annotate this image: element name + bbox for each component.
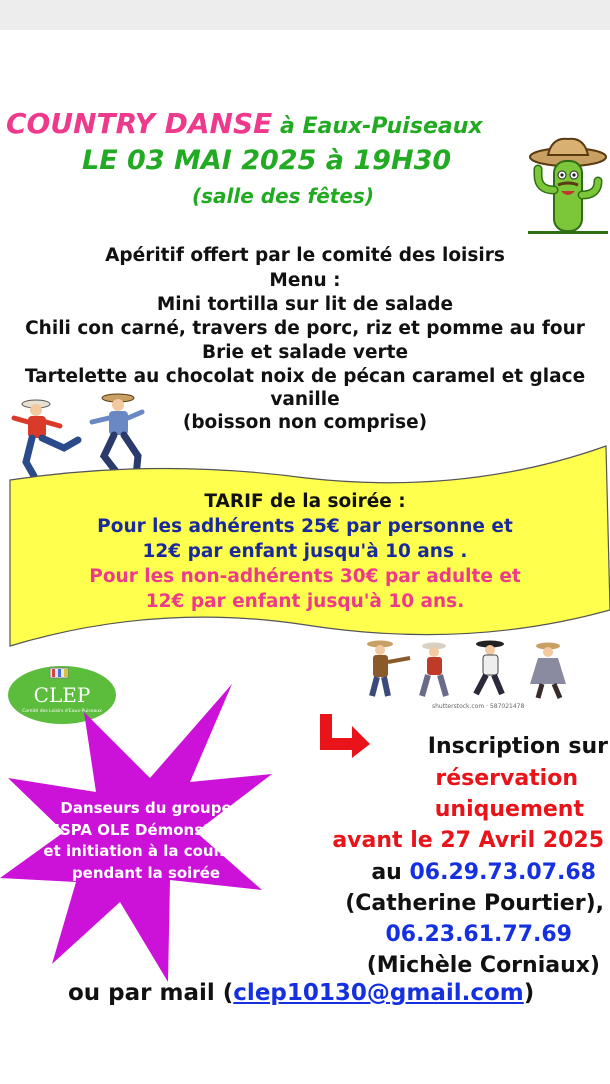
- cactus-cowboy-icon: [524, 135, 610, 240]
- mail-prefix: ou par mail (: [68, 980, 234, 1006]
- tarif-nonmembers-line: 12€ par enfant jusqu'à 10 ans.: [145, 591, 465, 612]
- contact-2: (Michèle Corniaux): [366, 953, 600, 978]
- menu-item: vanille: [270, 389, 340, 410]
- mail-suffix: ): [523, 980, 535, 1006]
- reservation-line: réservation: [435, 766, 578, 791]
- top-status-strip: [0, 0, 610, 30]
- clep-logo-subtext: Comité des Loisirs d'Eaux-Puiseaux: [22, 709, 102, 714]
- tarif-nonmembers-line: Pour les non-adhérents 30€ par adulte et: [89, 566, 521, 587]
- event-venue: (salle des fêtes): [192, 184, 374, 208]
- mail-line: [68, 980, 534, 1006]
- watermark-text: shutterstock.com · 587021478: [432, 703, 525, 710]
- phone-line-1: [371, 860, 596, 885]
- tarif-members-line: Pour les adhérents 25€ par personne et: [97, 516, 513, 537]
- event-title: [6, 107, 483, 140]
- title-main: COUNTRY DANSE: [6, 107, 273, 140]
- phone-2[interactable]: 06.23.61.77.69: [385, 922, 572, 947]
- starburst-text: Danseurs du groupe CHISPA OLE Démonstration et initiation à la country pendant la soirée: [30, 799, 262, 882]
- red-arrow-icon: [318, 712, 372, 758]
- email-link[interactable]: clep10130@gmail.com: [233, 980, 524, 1006]
- drink-note: (boisson non comprise): [182, 412, 428, 433]
- aperitif-line: Apéritif offert par le comité des loisirs: [105, 245, 505, 266]
- menu-item: Tartelette au chocolat noix de pécan caramel et glace: [24, 366, 586, 387]
- contact-1: (Catherine Pourtier),: [345, 891, 604, 916]
- country-dancers-group-icon: [352, 636, 588, 710]
- phone-1[interactable]: 06.29.73.07.68: [409, 860, 596, 885]
- menu-item: Mini tortilla sur lit de salade: [156, 294, 454, 315]
- tarif-heading: TARIF de la soirée :: [204, 491, 406, 512]
- menu-heading: Menu :: [269, 270, 341, 291]
- menu-item: Brie et salade verte: [201, 342, 409, 363]
- uniquement-line: uniquement: [434, 797, 584, 822]
- clep-logo-text: CLEP: [33, 683, 91, 707]
- au-label: au: [371, 860, 410, 885]
- tarif-members-line: 12€ par enfant jusqu'à 10 ans .: [142, 541, 468, 562]
- menu-item: Chili con carné, travers de porc, riz et pomme au four: [25, 318, 585, 339]
- deadline-line: avant le 27 Avril 2025: [332, 828, 604, 853]
- title-place: à Eaux-Puiseaux: [272, 114, 483, 139]
- event-date: LE 03 MAI 2025 à 19H30: [82, 145, 452, 176]
- inscription-line: Inscription sur: [427, 734, 608, 759]
